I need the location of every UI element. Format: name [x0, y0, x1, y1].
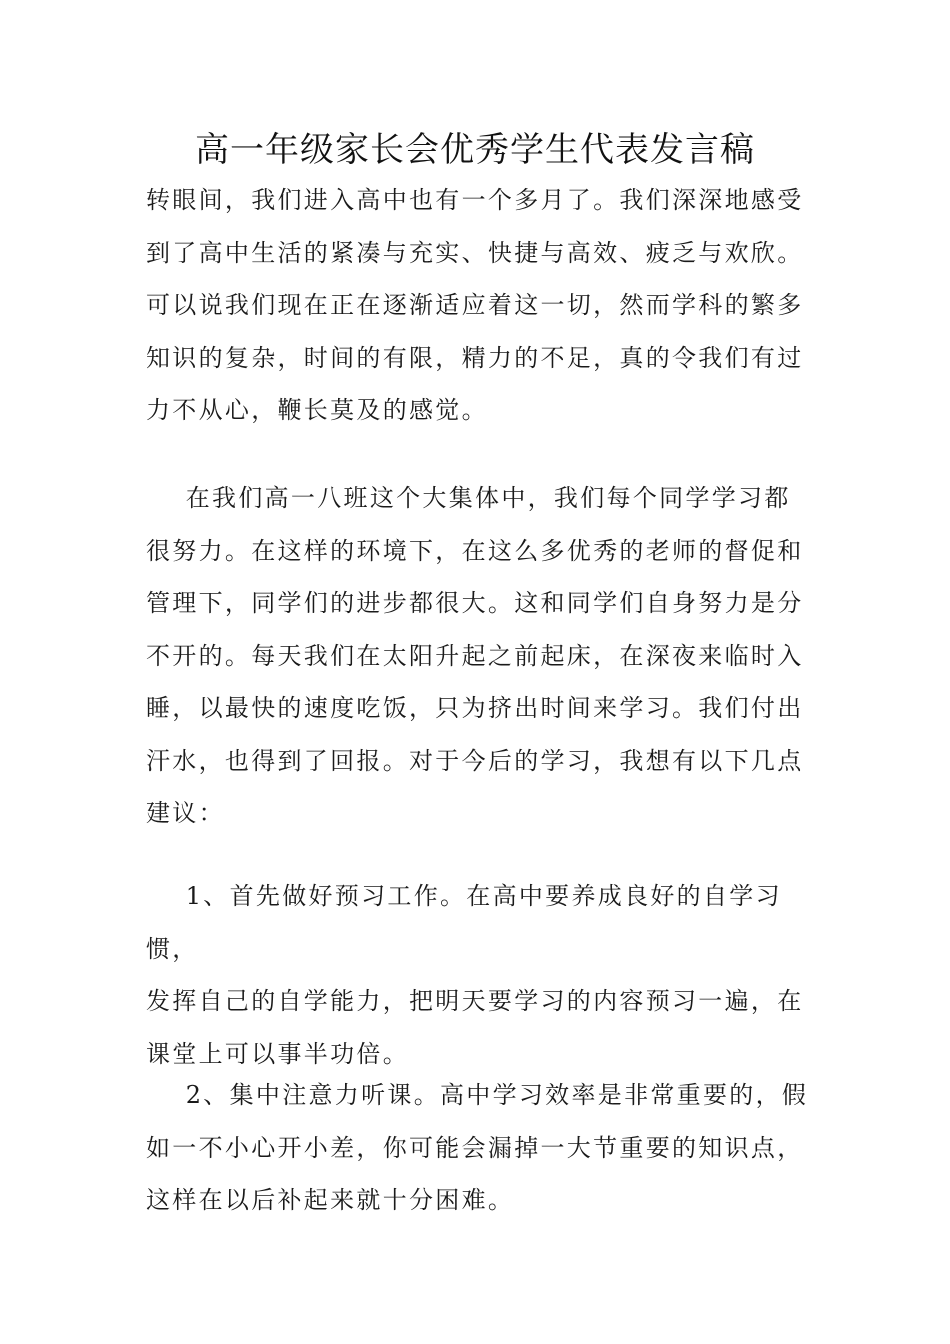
paragraph-intro: 转眼间，我们进入高中也有一个多月了。我们深深地感受 到了高中生活的紧凑与充实、快捷与高效、疲乏与欢欣。 可以说我们现在正在逐渐适应着这一切，然而学科的繁多 知识的复杂，时间的有限，精力的不足，真的令我们有过 力不从心，鞭长莫及的感觉。	[146, 186, 804, 424]
paragraph-suggestion-1: 1、首先做好预习工作。在高中要养成良好的自学习惯， 发挥自己的自学能力，把明天要学习的内容预习一遍，在 课堂上可以事半功倍。	[146, 882, 804, 1068]
paragraph-suggestion-2: 2、集中注意力听课。高中学习效率是非常重要的，假 如一不小心开小差，你可能会漏掉一大节重要的知识点， 这样在以后补起来就十分困难。	[146, 1081, 809, 1214]
document-title: 高一年级家长会优秀学生代表发言稿	[195, 130, 755, 170]
paragraph-class-effort: 在我们高一八班这个大集体中，我们每个同学学习都 很努力。在这样的环境下，在这么多优秀的老师的督促和 管理下，同学们的进步都很大。这和同学们自身努力是分 不开的。每天我们在太阳升起之前起床，在深夜来临时入 睡，以最快的速度吃饭，只为挤出时间来学习。我们付出 汗水，也得到了回报。对于今后的学习，我想有以下几点 建议：	[146, 484, 804, 827]
